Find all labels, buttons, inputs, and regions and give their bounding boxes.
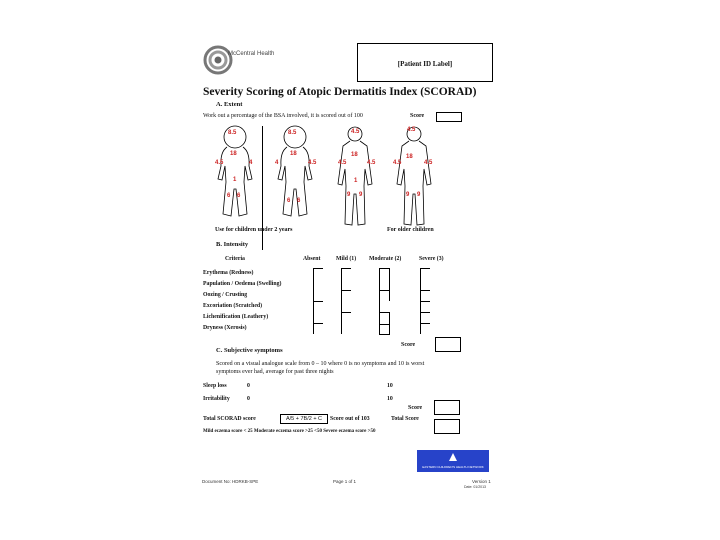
- older-front-head-value: 4.5: [351, 129, 360, 135]
- irritability-max: 10: [387, 396, 393, 402]
- child-back-trunk-value: 18: [290, 151, 297, 157]
- older-back-leg-right-value: 9: [417, 192, 421, 198]
- child-front-trunk-value: 18: [230, 151, 237, 157]
- body-diagram-child-back: [270, 124, 320, 224]
- network-logo-icon: [449, 453, 457, 461]
- older-front-arm-left-value: 4.5: [338, 160, 347, 166]
- child-caption: Use for children under 2 years: [215, 227, 293, 233]
- criterion-erythema: Erythema (Redness): [203, 270, 254, 276]
- sleep-loss-min: 0: [247, 383, 250, 389]
- child-front-arm-right-value: 4: [249, 160, 253, 166]
- footer-page: Page 1 of 1: [333, 479, 357, 484]
- criterion-dryness: Dryness (Xerosis): [203, 325, 247, 331]
- scorad-form-page: [180, 30, 510, 500]
- scorad-formula: A/5 + 7B/2 + C: [280, 414, 328, 424]
- footer-date: Date: 01/2013: [464, 485, 486, 489]
- network-badge: [417, 450, 489, 472]
- older-back-leg-left-value: 9: [406, 192, 410, 198]
- older-back-arm-right-value: 4.5: [424, 160, 433, 166]
- severity-thresholds: Mild eczema score < 25 Moderate eczema score >25 <50 Severe eczema score >50: [203, 429, 376, 434]
- section-c-score-label: Score: [408, 405, 423, 411]
- body-diagram-child-front: [210, 124, 260, 224]
- child-front-arm-left-value: 4.5: [215, 160, 224, 166]
- section-c-heading: C. Subjective symptoms: [216, 347, 283, 354]
- total-score-box[interactable]: [434, 419, 460, 434]
- section-b-score-label: Score: [401, 342, 416, 348]
- col-severe: Severe (3): [419, 256, 444, 262]
- irritability-min: 0: [247, 396, 250, 402]
- col-moderate: Moderate (2): [369, 256, 402, 262]
- criterion-papulation: Papulation / Oedema (Swelling): [203, 281, 282, 287]
- child-back-leg-left-value: 6: [287, 198, 291, 204]
- child-front-groin-value: 1: [233, 177, 237, 183]
- page-title: Severity Scoring of Atopic Dermatitis Index (SCORAD): [203, 86, 477, 98]
- child-back-leg-right-value: 6: [297, 198, 301, 204]
- section-a-heading: A. Extent: [216, 101, 243, 108]
- section-a-instruction: Work out a percentage of the BSA involved, it is scored out of 100: [203, 113, 363, 119]
- score-out-of: Score out of 103: [330, 416, 370, 422]
- child-front-head-value: 8.5: [228, 130, 237, 136]
- older-front-leg-right-value: 9: [359, 192, 363, 198]
- older-front-trunk-value: 18: [351, 152, 358, 158]
- patient-id-label: [Patient ID Label]: [397, 60, 453, 68]
- section-c-instruction-2: symptoms ever had, average for past three nights: [216, 369, 334, 375]
- section-c-instruction-1: Scored on a visual analogue scale from 0 – 10 where 0 is no symptoms and 10 is worst: [216, 361, 425, 367]
- col-mild: Mild (1): [336, 256, 357, 262]
- section-a-score-label: Score: [410, 113, 425, 119]
- badge-text: EASTERN CHILDREN'S HEALTH NETWORK: [422, 465, 484, 469]
- older-caption: For older children: [387, 227, 434, 233]
- total-scorad-label: Total SCORAD score: [203, 416, 256, 422]
- child-back-arm-right-value: 4.5: [308, 160, 317, 166]
- criterion-lichenification: Lichenification (Leathery): [203, 314, 269, 320]
- col-criteria: Criteria: [225, 256, 245, 262]
- col-absent: Absent: [303, 256, 321, 262]
- child-back-head-value: 8.5: [288, 130, 297, 136]
- patient-id-label-box: [357, 43, 493, 82]
- extent-score-box[interactable]: [436, 112, 462, 122]
- criterion-excoriation: Excoriation (Scratched): [203, 303, 263, 309]
- sleep-loss-label: Sleep loss: [203, 383, 227, 389]
- footer-version: Version 1: [472, 479, 491, 484]
- older-front-arm-right-value: 4.5: [367, 160, 376, 166]
- older-back-head-value: 4.5: [407, 127, 416, 133]
- section-b-heading: B. Intensity: [216, 241, 249, 248]
- irritability-label: Irritability: [203, 396, 230, 402]
- logo-target-icon: [203, 45, 233, 75]
- child-front-leg-left-value: 6: [227, 193, 231, 199]
- total-score-label: Total Score: [391, 416, 419, 422]
- criterion-oozing: Oozing / Crusting: [203, 292, 248, 298]
- older-back-arm-left-value: 4.5: [393, 160, 402, 166]
- older-back-trunk-value: 18: [406, 154, 413, 160]
- sleep-loss-max: 10: [387, 383, 393, 389]
- body-diagram-older-back: [394, 124, 434, 234]
- footer-doc-no: Document No: HDRKB-SPE: [202, 479, 259, 484]
- older-front-groin-value: 1: [354, 178, 358, 184]
- logo-text: McCentral Health: [228, 51, 275, 57]
- child-front-leg-right-value: 6: [237, 193, 241, 199]
- child-back-arm-left-value: 4: [275, 160, 279, 166]
- older-front-leg-left-value: 9: [347, 192, 351, 198]
- intensity-score-box[interactable]: [435, 337, 461, 352]
- subjective-score-box[interactable]: [434, 400, 460, 415]
